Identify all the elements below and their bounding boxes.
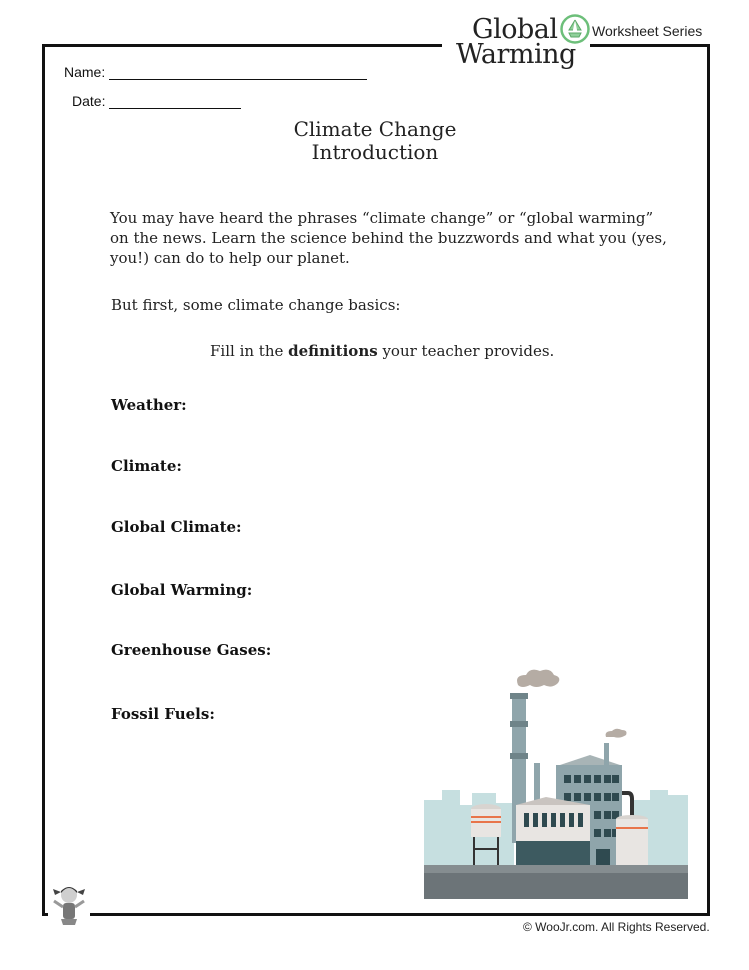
instruction-text	[210, 342, 554, 360]
date-label: Date:	[72, 93, 106, 109]
date-line[interactable]	[109, 94, 241, 109]
factory-illustration	[420, 665, 692, 899]
name-field[interactable]	[64, 64, 367, 80]
copyright-text: © WooJr.com. All Rights Reserved.	[523, 920, 710, 934]
title-line-2: Introduction	[311, 140, 439, 164]
recycle-icon	[560, 14, 590, 44]
title-line-1: Climate Change	[293, 117, 457, 141]
instruction-bold: definitions	[288, 342, 378, 360]
logo-word-global: Global	[472, 14, 558, 45]
mascot-girl-icon	[50, 883, 88, 931]
term-global-warming: Global Warming:	[111, 581, 253, 599]
basics-text: But first, some climate change basics:	[111, 296, 401, 314]
term-fossil-fuels: Fossil Fuels:	[111, 705, 215, 723]
intro-paragraph: You may have heard the phrases “climate change” or “global warming” on the news. Learn the science behind the buzzwords and what you (yes, you!) can do to help our planet.	[110, 209, 667, 267]
term-global-climate: Global Climate:	[111, 518, 242, 536]
date-field[interactable]	[72, 93, 241, 109]
page-title	[250, 118, 500, 164]
term-greenhouse-gases: Greenhouse Gases:	[111, 641, 272, 659]
instruction-post: your teacher provides.	[377, 342, 555, 360]
instruction-pre: Fill in the	[210, 342, 289, 360]
term-weather: Weather:	[111, 396, 187, 414]
series-label: Worksheet Series	[592, 23, 703, 39]
term-climate: Climate:	[111, 457, 182, 475]
logo-word-warming: Warming	[456, 39, 576, 70]
name-line[interactable]	[109, 65, 367, 80]
name-label: Name:	[64, 64, 106, 80]
series-logo	[456, 14, 716, 74]
